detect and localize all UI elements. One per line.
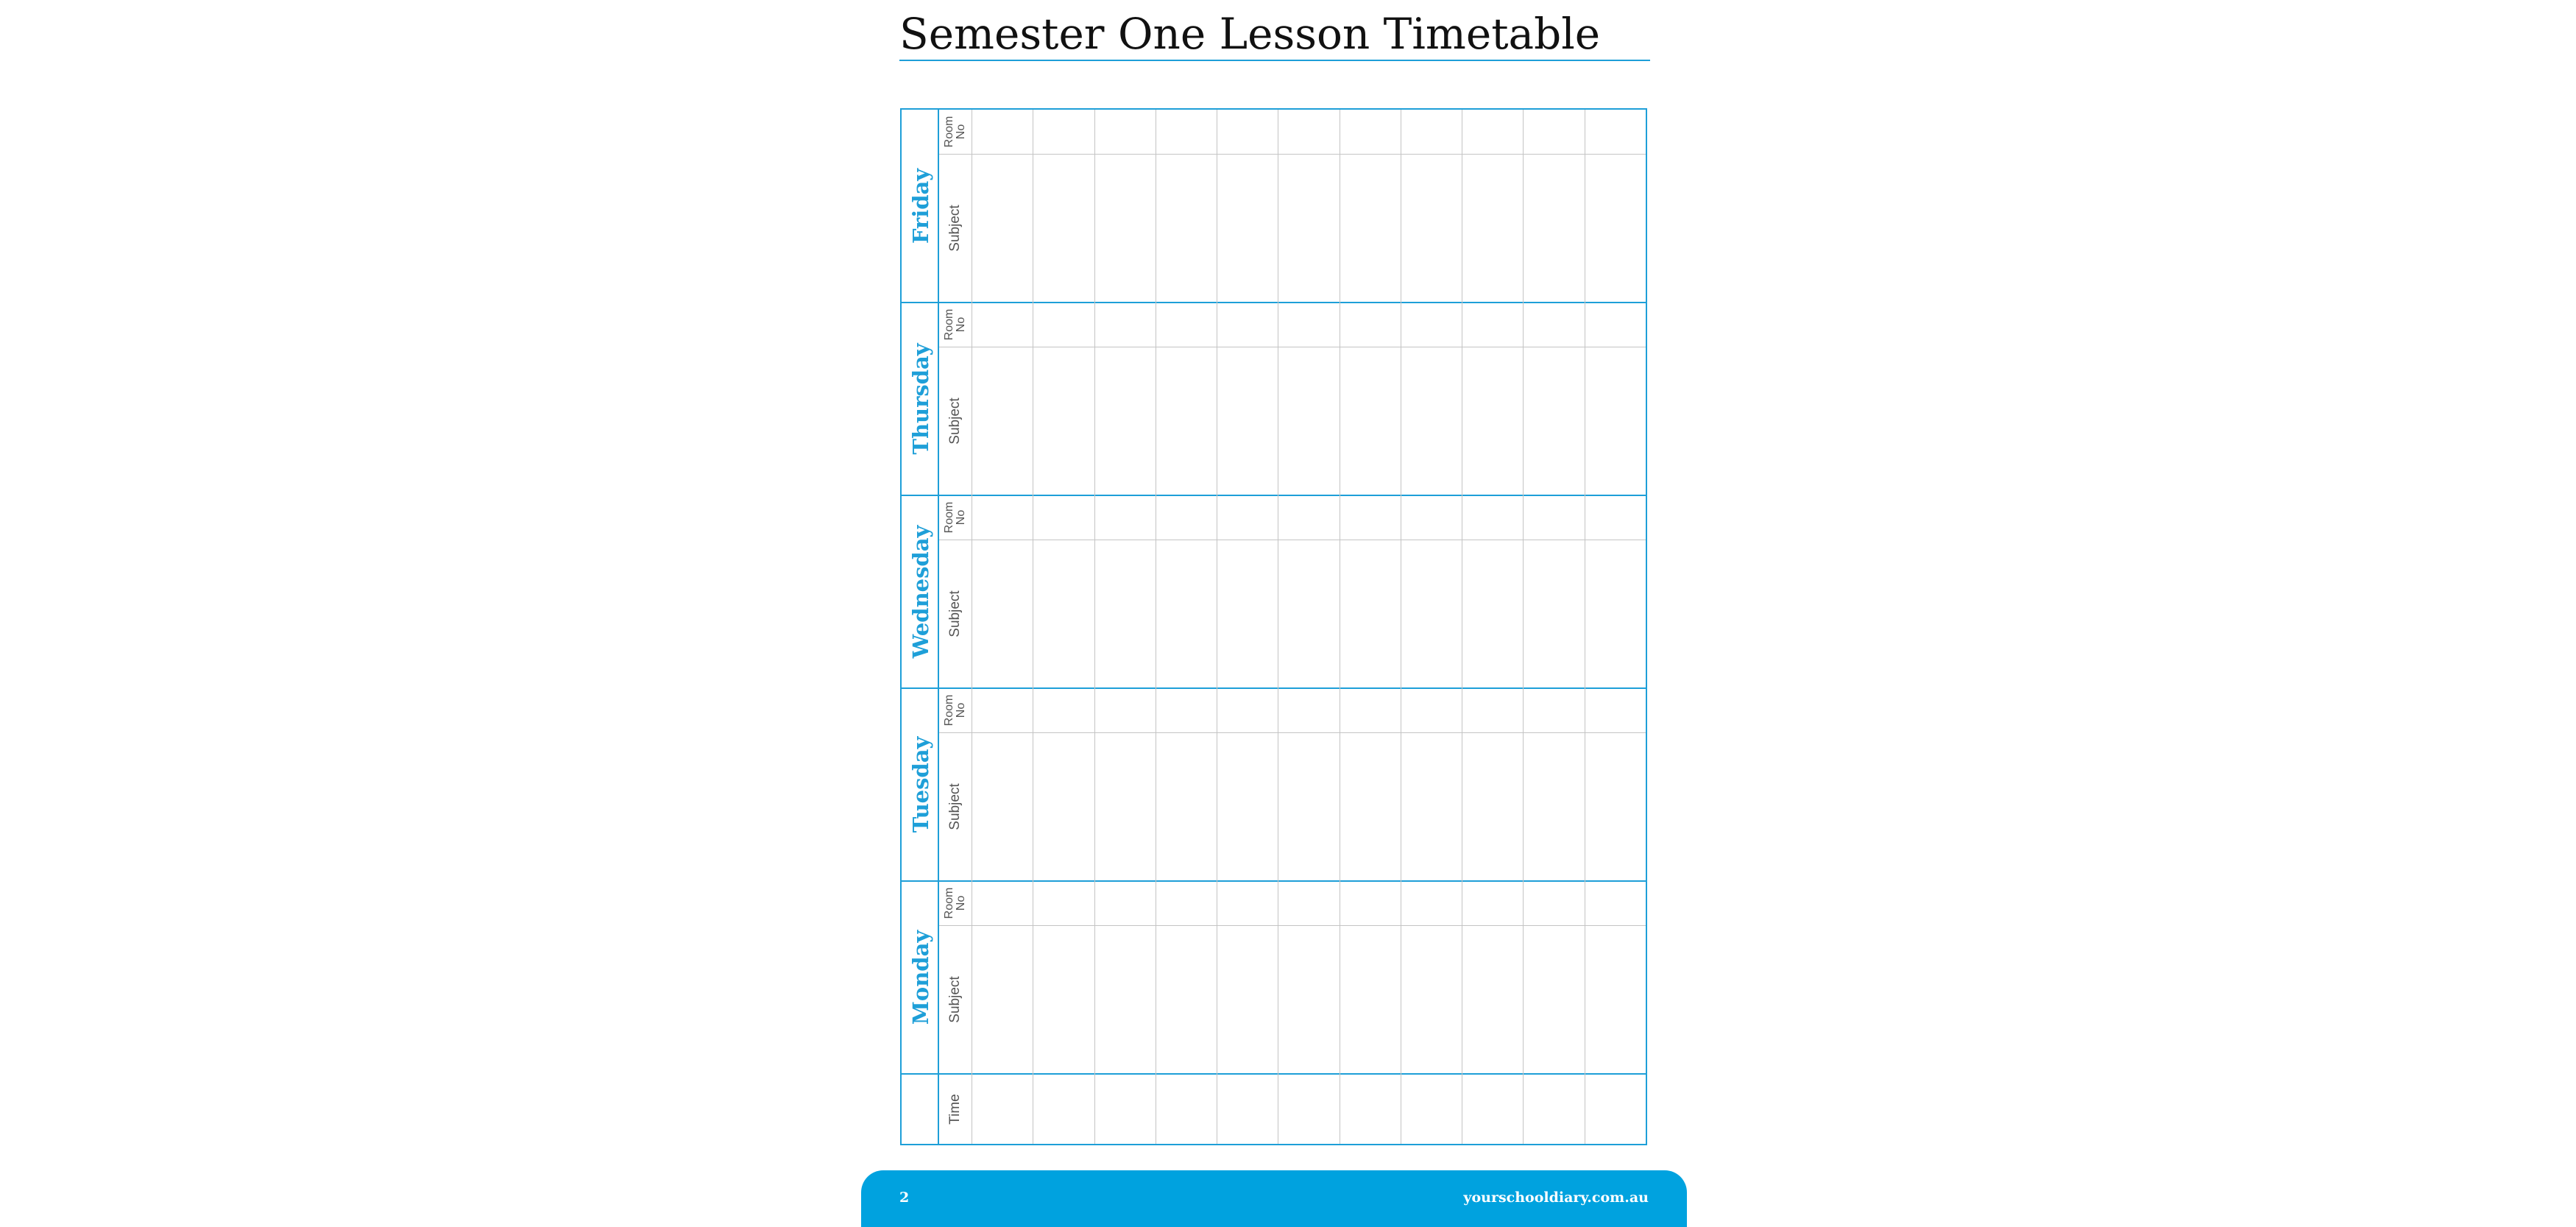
room-cell-monday-p11 <box>1585 881 1646 925</box>
room-cell-tuesday-p6 <box>1278 688 1339 732</box>
subject-cell-friday-p4 <box>1156 154 1217 303</box>
subject-cell-friday-p1 <box>972 154 1033 303</box>
day-column-divider <box>938 110 939 1144</box>
time-cell-p9 <box>1462 1074 1523 1144</box>
room-cell-wednesday-p4 <box>1156 495 1217 540</box>
room-cell-friday-p9 <box>1462 110 1523 154</box>
room-no-label-tuesday <box>938 688 972 732</box>
subject-cell-tuesday-p4 <box>1156 732 1217 881</box>
room-no-text <box>944 881 967 925</box>
time-cell-p4 <box>1156 1074 1217 1144</box>
time-label <box>938 1074 972 1144</box>
room-cell-thursday-p8 <box>1401 303 1462 347</box>
room-cell-friday-p6 <box>1278 110 1339 154</box>
no-word: No <box>954 124 967 140</box>
room-cell-monday-p3 <box>1094 881 1156 925</box>
time-text: Time <box>946 1093 963 1125</box>
room-cell-tuesday-p9 <box>1462 688 1523 732</box>
day-label-monday <box>903 881 938 1074</box>
room-cell-thursday-p3 <box>1094 303 1156 347</box>
subject-text: Subject <box>946 783 963 830</box>
time-cell-p6 <box>1278 1074 1339 1144</box>
room-cell-monday-p5 <box>1217 881 1278 925</box>
subject-text: Subject <box>946 397 963 445</box>
room-cell-monday-p8 <box>1401 881 1462 925</box>
day-label-thursday <box>903 303 938 495</box>
subject-cell-wednesday-p5 <box>1217 540 1278 688</box>
room-cell-tuesday-p11 <box>1585 688 1646 732</box>
no-word: No <box>954 895 967 911</box>
room-cell-thursday-p4 <box>1156 303 1217 347</box>
subject-cell-wednesday-p10 <box>1523 540 1584 688</box>
room-cell-monday-p7 <box>1340 881 1401 925</box>
title-underline <box>899 60 1650 61</box>
subject-cell-tuesday-p6 <box>1278 732 1339 881</box>
period-divider-2 <box>1094 110 1095 1144</box>
subject-cell-monday-p6 <box>1278 925 1339 1074</box>
room-cell-wednesday-p2 <box>1033 495 1094 540</box>
subject-cell-tuesday-p7 <box>1340 732 1401 881</box>
page-number: 2 <box>899 1189 910 1206</box>
room-cell-friday-p10 <box>1523 110 1584 154</box>
room-cell-friday-p8 <box>1401 110 1462 154</box>
room-no-text <box>944 688 967 732</box>
subject-text: Subject <box>946 976 963 1023</box>
day-name-wednesday: Wednesday <box>908 525 933 659</box>
room-cell-thursday-p5 <box>1217 303 1278 347</box>
room-cell-tuesday-p8 <box>1401 688 1462 732</box>
subject-cell-thursday-p4 <box>1156 347 1217 495</box>
subject-cell-friday-p10 <box>1523 154 1584 303</box>
room-cell-monday-p9 <box>1462 881 1523 925</box>
room-cell-monday-p2 <box>1033 881 1094 925</box>
subject-cell-friday-p11 <box>1585 154 1646 303</box>
subject-cell-wednesday-p7 <box>1340 540 1401 688</box>
day-name-thursday: Thursday <box>908 343 933 455</box>
time-cell-p7 <box>1340 1074 1401 1144</box>
day-label-tuesday <box>903 688 938 881</box>
time-cell-p2 <box>1033 1074 1094 1144</box>
room-cell-tuesday-p3 <box>1094 688 1156 732</box>
room-no-label-friday <box>938 110 972 154</box>
subject-text: Subject <box>946 590 963 637</box>
subject-label-tuesday <box>938 732 972 881</box>
subject-cell-monday-p7 <box>1340 925 1401 1074</box>
subject-cell-tuesday-p2 <box>1033 732 1094 881</box>
room-cell-thursday-p10 <box>1523 303 1584 347</box>
room-cell-thursday-p1 <box>972 303 1033 347</box>
day-label-wednesday <box>903 495 938 688</box>
subject-cell-tuesday-p8 <box>1401 732 1462 881</box>
day-label-friday <box>903 110 938 303</box>
room-cell-tuesday-p5 <box>1217 688 1278 732</box>
time-cell-p11 <box>1585 1074 1646 1144</box>
subject-cell-monday-p4 <box>1156 925 1217 1074</box>
subject-cell-tuesday-p9 <box>1462 732 1523 881</box>
room-cell-wednesday-p9 <box>1462 495 1523 540</box>
subject-cell-wednesday-p4 <box>1156 540 1217 688</box>
room-cell-wednesday-p10 <box>1523 495 1584 540</box>
room-cell-friday-p4 <box>1156 110 1217 154</box>
room-cell-thursday-p6 <box>1278 303 1339 347</box>
subject-cell-wednesday-p8 <box>1401 540 1462 688</box>
room-no-label-monday <box>938 881 972 925</box>
room-cell-thursday-p7 <box>1340 303 1401 347</box>
room-word: Room <box>942 116 955 148</box>
day-name-tuesday: Tuesday <box>908 736 933 833</box>
room-cell-friday-p1 <box>972 110 1033 154</box>
subject-cell-thursday-p1 <box>972 347 1033 495</box>
subject-cell-monday-p8 <box>1401 925 1462 1074</box>
room-cell-wednesday-p11 <box>1585 495 1646 540</box>
subject-cell-monday-p9 <box>1462 925 1523 1074</box>
room-cell-monday-p4 <box>1156 881 1217 925</box>
room-cell-tuesday-p7 <box>1340 688 1401 732</box>
subject-cell-tuesday-p11 <box>1585 732 1646 881</box>
room-word: Room <box>942 694 955 726</box>
subject-cell-thursday-p3 <box>1094 347 1156 495</box>
room-cell-thursday-p2 <box>1033 303 1094 347</box>
subject-cell-thursday-p9 <box>1462 347 1523 495</box>
room-no-text <box>944 495 967 540</box>
subject-cell-wednesday-p1 <box>972 540 1033 688</box>
room-cell-wednesday-p3 <box>1094 495 1156 540</box>
day-name-friday: Friday <box>908 168 933 244</box>
room-cell-friday-p3 <box>1094 110 1156 154</box>
room-no-text <box>944 303 967 347</box>
subject-cell-friday-p5 <box>1217 154 1278 303</box>
room-cell-thursday-p11 <box>1585 303 1646 347</box>
room-no-label-thursday <box>938 303 972 347</box>
subject-cell-monday-p5 <box>1217 925 1278 1074</box>
room-cell-wednesday-p8 <box>1401 495 1462 540</box>
subject-label-thursday <box>938 347 972 495</box>
subject-cell-tuesday-p5 <box>1217 732 1278 881</box>
room-cell-friday-p7 <box>1340 110 1401 154</box>
room-word: Room <box>942 308 955 341</box>
subject-label-friday <box>938 154 972 303</box>
room-cell-wednesday-p6 <box>1278 495 1339 540</box>
subject-cell-wednesday-p6 <box>1278 540 1339 688</box>
room-cell-friday-p2 <box>1033 110 1094 154</box>
subject-cell-friday-p3 <box>1094 154 1156 303</box>
time-cell-p1 <box>972 1074 1033 1144</box>
subject-cell-tuesday-p10 <box>1523 732 1584 881</box>
subject-cell-thursday-p6 <box>1278 347 1339 495</box>
day-name-monday: Monday <box>908 930 933 1025</box>
subject-cell-friday-p2 <box>1033 154 1094 303</box>
time-cell-p10 <box>1523 1074 1584 1144</box>
room-cell-tuesday-p10 <box>1523 688 1584 732</box>
room-cell-friday-p5 <box>1217 110 1278 154</box>
room-cell-monday-p6 <box>1278 881 1339 925</box>
subject-cell-thursday-p10 <box>1523 347 1584 495</box>
subject-cell-tuesday-p1 <box>972 732 1033 881</box>
footer-website: yourschooldiary.com.au <box>1463 1189 1649 1206</box>
subject-cell-thursday-p7 <box>1340 347 1401 495</box>
subject-cell-monday-p10 <box>1523 925 1584 1074</box>
room-no-text <box>944 110 967 154</box>
room-cell-wednesday-p5 <box>1217 495 1278 540</box>
time-cell-p5 <box>1217 1074 1278 1144</box>
subject-cell-tuesday-p3 <box>1094 732 1156 881</box>
time-cell-p8 <box>1401 1074 1462 1144</box>
subject-label-monday <box>938 925 972 1074</box>
subject-cell-friday-p9 <box>1462 154 1523 303</box>
no-word: No <box>954 509 967 526</box>
subject-cell-wednesday-p3 <box>1094 540 1156 688</box>
subject-cell-wednesday-p11 <box>1585 540 1646 688</box>
room-cell-thursday-p9 <box>1462 303 1523 347</box>
subject-cell-friday-p8 <box>1401 154 1462 303</box>
room-cell-monday-p10 <box>1523 881 1584 925</box>
subject-cell-monday-p3 <box>1094 925 1156 1074</box>
room-cell-tuesday-p4 <box>1156 688 1217 732</box>
subject-text: Subject <box>946 205 963 252</box>
subject-cell-thursday-p8 <box>1401 347 1462 495</box>
room-cell-wednesday-p7 <box>1340 495 1401 540</box>
room-no-label-wednesday <box>938 495 972 540</box>
period-divider-9 <box>1523 110 1524 1144</box>
room-cell-tuesday-p2 <box>1033 688 1094 732</box>
subject-cell-wednesday-p9 <box>1462 540 1523 688</box>
subject-cell-thursday-p11 <box>1585 347 1646 495</box>
footer-bar <box>861 1170 1687 1227</box>
subject-cell-thursday-p2 <box>1033 347 1094 495</box>
room-cell-tuesday-p1 <box>972 688 1033 732</box>
subject-cell-monday-p11 <box>1585 925 1646 1074</box>
subject-label-wednesday <box>938 540 972 688</box>
room-cell-wednesday-p1 <box>972 495 1033 540</box>
subject-cell-thursday-p5 <box>1217 347 1278 495</box>
subject-cell-friday-p7 <box>1340 154 1401 303</box>
room-word: Room <box>942 887 955 919</box>
page-title: Semester One Lesson Timetable <box>899 9 1601 59</box>
room-cell-monday-p1 <box>972 881 1033 925</box>
time-cell-p3 <box>1094 1074 1156 1144</box>
subject-cell-wednesday-p2 <box>1033 540 1094 688</box>
subject-cell-monday-p1 <box>972 925 1033 1074</box>
subject-cell-friday-p6 <box>1278 154 1339 303</box>
subject-cell-monday-p2 <box>1033 925 1094 1074</box>
no-word: No <box>954 702 967 718</box>
room-cell-friday-p11 <box>1585 110 1646 154</box>
lesson-timetable-grid <box>900 108 1647 1145</box>
no-word: No <box>954 317 967 333</box>
room-word: Room <box>942 501 955 534</box>
